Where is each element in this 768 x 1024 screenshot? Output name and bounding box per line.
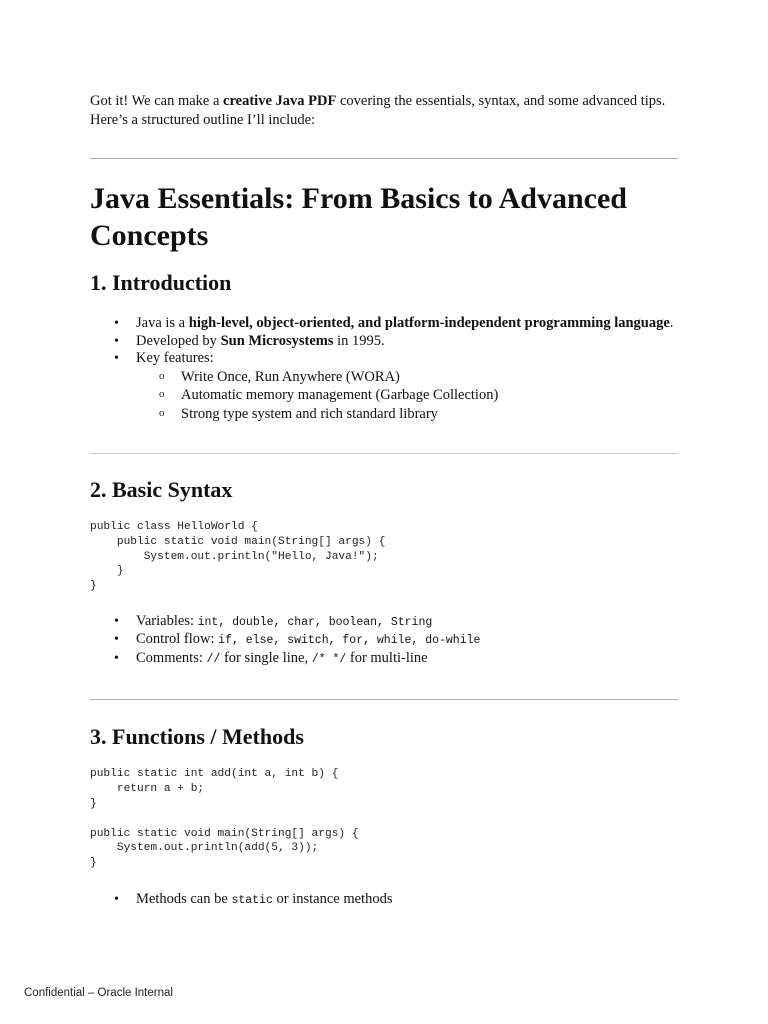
list-item: • Key features: o Write Once, Run Anywhere (WORA) o Automatic memory management (Garbage Collection) o Strong type system and rich standard library — [90, 350, 678, 423]
key-features-list — [136, 368, 678, 424]
confidential-footer: Confidential – Oracle Internal — [24, 987, 173, 999]
list-item: • Variables: int, double, char, boolean, String — [90, 613, 678, 632]
section-heading-basic-syntax: 2. Basic Syntax — [90, 477, 233, 502]
list-item: • Developed by Sun Microsystems in 1995. — [90, 333, 678, 351]
sub-list-item: o Strong type system and rich standard library — [136, 405, 678, 424]
list-item: • Control flow: if, else, switch, for, while, do-while — [90, 631, 678, 650]
divider — [90, 453, 678, 454]
functions-list — [90, 891, 678, 910]
document-title: Java Essentials: From Basics to Advanced Concepts — [90, 182, 627, 252]
list-item: • Java is a high-level, object-oriented, and platform-independent programming language. — [90, 315, 678, 333]
sub-list-item: o Automatic memory management (Garbage Collection) — [136, 386, 678, 405]
list-item: • Methods can be static or instance methods — [90, 891, 678, 910]
code-block-add-method: public static int add(int a, int b) { return a + b; } public static void main(String[] args) { System.out.println(add(5, 3)); } — [90, 768, 359, 870]
divider — [90, 699, 678, 700]
document-page — [90, 92, 678, 910]
divider — [90, 158, 678, 159]
section-heading-introduction: 1. Introduction — [90, 270, 232, 295]
code-block-helloworld: public class HelloWorld { public static void main(String[] args) { System.out.println("Hello, Java!"); } } — [90, 521, 386, 593]
sub-list-item: o Write Once, Run Anywhere (WORA) — [136, 368, 678, 387]
section-heading-functions: 3. Functions / Methods — [90, 724, 304, 750]
list-item: • Comments: // for single line, /* */ for multi-line — [90, 650, 678, 669]
intro-emphasis: creative Java PDF — [223, 93, 337, 109]
intro-paragraph: Got it! We can make a creative Java PDF covering the essentials, syntax, and some advanced tips. Here’s a structured outline I’ll include: — [90, 93, 666, 128]
syntax-list — [90, 613, 678, 669]
introduction-list — [90, 315, 678, 423]
